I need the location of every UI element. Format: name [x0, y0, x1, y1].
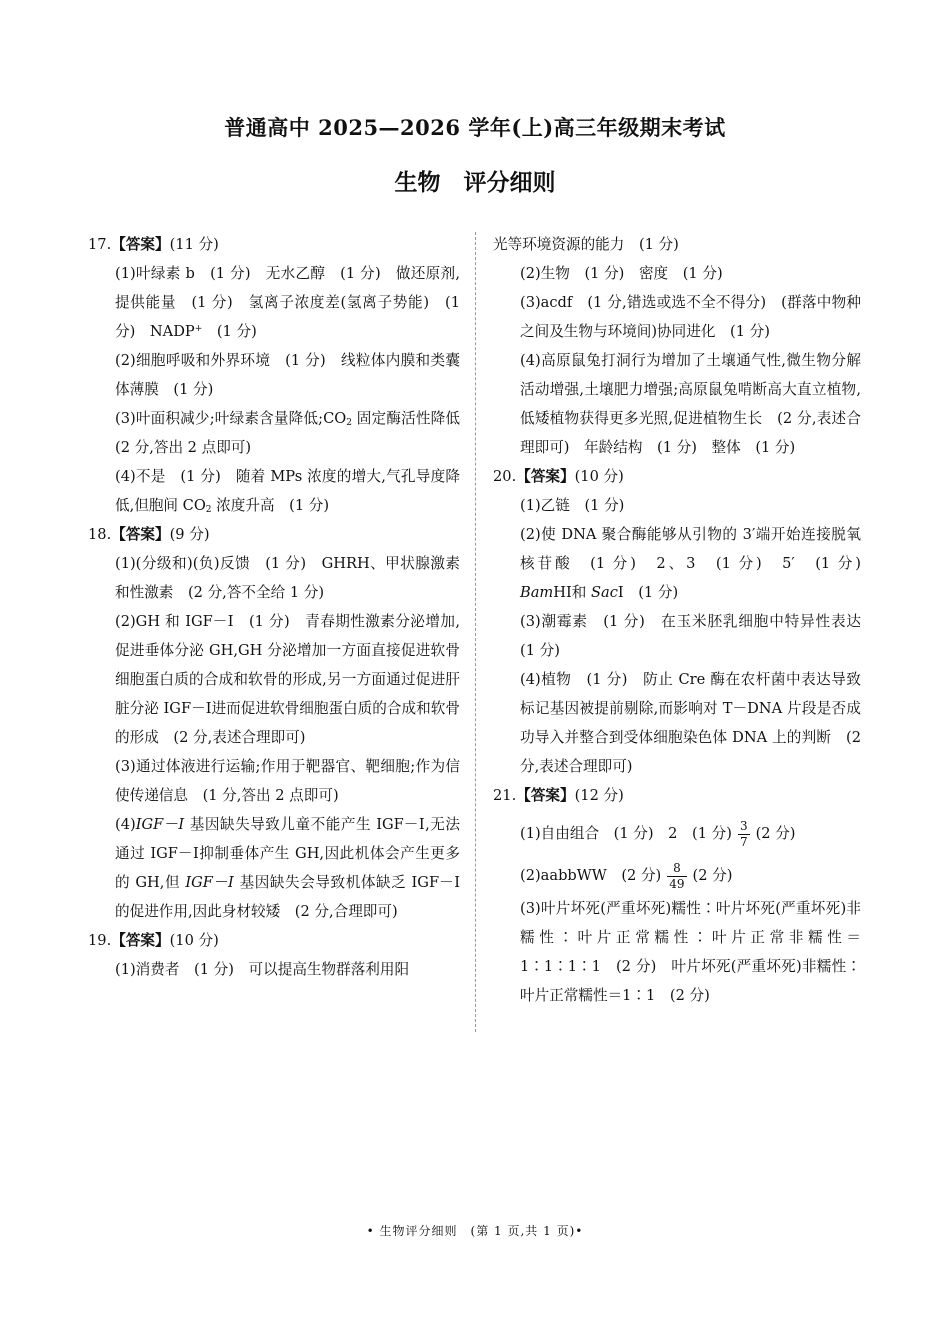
q17-part1-tail: (1 分): [202, 323, 257, 340]
q21-part2: [493, 852, 861, 894]
q19-heading: [88, 926, 460, 955]
q21-heading: [493, 781, 861, 810]
right-column: [493, 230, 876, 1010]
q18-part4-gene2: IGF－Ⅰ: [185, 874, 235, 891]
q18-part1: (1)(分级和)(负)反馈 (1 分) GHRH、甲状腺激素和性激素 (2 分,答不全给 1 分): [115, 555, 460, 601]
left-column: [88, 230, 475, 984]
q17-number: 17.: [88, 236, 112, 253]
q18-part4-c: 基因缺失会导致机体缺乏 IGF－Ⅰ的促进作用,因此身材较矮 (2 分,合理即可): [115, 874, 460, 920]
page-subtitle: 生物 评分细则: [394, 169, 556, 196]
q17-answer-tag: 【答案】: [111, 236, 170, 253]
q19-part3: (3)acdf (1 分,错选或选不全不得分) (群落中物种之间及生物与环境间)协同进化 (1 分): [520, 294, 861, 340]
q19-part2: (2)生物 (1 分) 密度 (1 分): [520, 265, 723, 282]
q17-heading: [88, 230, 460, 259]
q17-score: (11 分): [169, 236, 219, 253]
q19-number: 19.: [88, 932, 112, 949]
q20-part2-enzyme1: Bam: [520, 584, 554, 601]
q21-part2-numerator: 8: [667, 861, 686, 877]
q18-part2: (2)GH 和 IGF－Ⅰ (1 分) 青春期性激素分泌增加,促进垂体分泌 GH,GH 分泌增加一方面直接促进软骨细胞蛋白质的合成和软骨的形成,另一方面通过促进肝脏分泌 IGF－Ⅰ进而促进软骨细胞蛋白质的合成和软骨的形成 (2 分,表述合理即可): [115, 613, 460, 746]
q18-answer-tag: 【答案】: [111, 526, 170, 543]
q17-part3-b: 固定酶活性降低 (2 分,答出 2 点即可): [115, 410, 475, 456]
q18-number: 18.: [88, 526, 112, 543]
q19-part1-continued: 光等环境资源的能力 (1 分): [493, 236, 679, 253]
q19-part1-start: (1)消费者 (1 分) 可以提高生物群落利用阳: [115, 961, 410, 978]
q21-part2-denominator: 49: [669, 876, 685, 891]
q20-answer-tag: 【答案】: [516, 468, 575, 485]
q18-heading: [88, 520, 460, 549]
q20-part2-a: (2)使 DNA 聚合酶能够从引物的 3′端开始连接脱氧核苷酸 (1 分) 2、3 (1 分) 5′ (1 分): [520, 526, 876, 572]
q17-part1-text: (1)叶绿素 b (1 分) 无水乙醇 (1 分) 做还原剂,提供能量 (1 分) 氢离子浓度差(氢离子势能) (1 分) NADP: [115, 265, 460, 340]
q17-part4-b: 浓度升高 (1 分): [211, 497, 330, 514]
q18-part4-gene1: IGF－Ⅰ: [135, 816, 185, 833]
q17-part4-sub: 2: [205, 505, 212, 515]
q20-part2-enzyme2: Sac: [591, 584, 618, 601]
q19-score: (10 分): [169, 932, 219, 949]
q17-part3-sub: 2: [346, 418, 352, 428]
q21-part2-fraction: [667, 861, 686, 892]
q21-part1-numerator: 3: [739, 818, 748, 833]
q20-part2: [493, 520, 876, 607]
q17-part3-a: (3)叶面积减少;叶绿素含量降低;CO: [115, 410, 347, 427]
q17-part1-sup: +: [194, 324, 203, 334]
q17-part2: (2)细胞呼吸和外界环境 (1 分) 线粒体内膜和类囊体薄膜 (1 分): [115, 352, 460, 398]
q21-part1-b: (2 分): [755, 825, 796, 842]
q20-part1: (1)乙链 (1 分): [520, 497, 625, 514]
q21-score: (12 分): [574, 787, 624, 804]
q18-part4-a: (4): [115, 816, 136, 833]
q20-part2-b: HⅠ和: [553, 584, 591, 601]
q20-heading: [493, 462, 861, 491]
q19-answer-tag: 【答案】: [111, 932, 170, 949]
q21-part1-fraction: [738, 819, 750, 850]
page-footer: • 生物评分细则 (第 1 页,共 1 页)•: [366, 1224, 584, 1238]
q19-part4: (4)高原鼠兔打洞行为增加了土壤通气性,微生物分解活动增强,土壤肥力增强;高原鼠兔啃断高大直立植物,低矮植物获得更多光照,促进植物生长 (2 分,表述合理即可) 年龄结构 (1 分) 整体 (1 分): [520, 352, 861, 456]
q21-part3: (3)叶片坏死(严重坏死)糯性∶叶片坏死(严重坏死)非糯性∶叶片正常糯性∶叶片正常非糯性＝1∶1∶1∶1 (2 分) 叶片坏死(严重坏死)非糯性∶叶片正常糯性＝1∶1 (2 分): [520, 900, 861, 1004]
q18-part3: (3)通过体液进行运输;作用于靶器官、靶细胞;作为信使传递信息 (1 分,答出 2 点即可): [115, 758, 460, 804]
q17-part4: [88, 462, 460, 520]
q18-part4-b: 基因缺失导致儿童不能产生 IGF－Ⅰ,无法通过 IGF－Ⅰ抑制垂体产生 GH,因此机体会产生更多的 GH,但: [115, 816, 460, 891]
column-divider: [475, 232, 476, 1032]
q20-number: 20.: [493, 468, 517, 485]
q18-score: (9 分): [169, 526, 210, 543]
q17-part3: [88, 404, 475, 462]
page-title: 普通高中 2025—2026 学年(上)高三年级期末考试: [224, 115, 726, 140]
q21-number: 21.: [493, 787, 517, 804]
q21-answer-tag: 【答案】: [516, 787, 575, 804]
q20-part4: (4)植物 (1 分) 防止 Cre 酶在农杆菌中表达导致标记基因被提前剔除,而影响对 T－DNA 片段是否成功导入并整合到受体细胞染色体 DNA 上的判断 (2 分,表述合理即可): [520, 671, 861, 775]
q17-part1: [88, 259, 460, 346]
q21-part2-a: (2)aabbWW (2 分): [520, 867, 662, 884]
q21-part1: [493, 810, 861, 852]
q21-part2-b: (2 分): [692, 867, 733, 884]
q20-part2-c: Ⅰ (1 分): [617, 584, 679, 601]
q18-part4: [88, 810, 460, 926]
q20-score: (10 分): [574, 468, 624, 485]
q17-part4-a: (4)不是 (1 分) 随着 MPs 浓度的增大,气孔导度降低,但胞间 CO: [115, 468, 460, 514]
q21-part1-denominator: 7: [739, 834, 748, 849]
q21-part1-a: (1)自由组合 (1 分) 2 (1 分): [520, 825, 732, 842]
q20-part3: (3)潮霉素 (1 分) 在玉米胚乳细胞中特异性表达 (1 分): [520, 613, 876, 659]
